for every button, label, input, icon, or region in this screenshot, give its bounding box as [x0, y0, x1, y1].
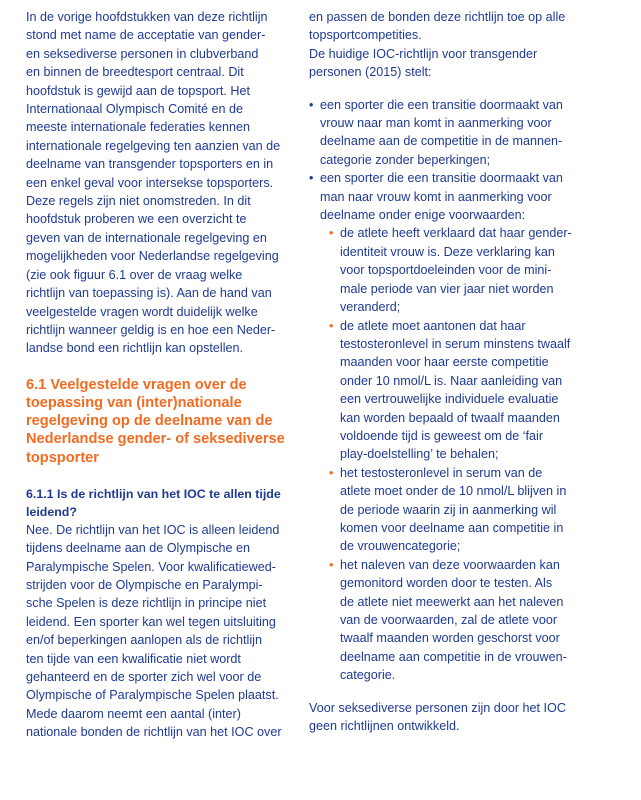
text-line: Mede daarom neemt een aantal (inter)	[26, 706, 241, 721]
sub-bullet-text-line: male periode van vier jaar niet worden	[340, 281, 554, 296]
sub-bullet-text-line: de atlete heeft verklaard dat haar gender-	[340, 226, 572, 241]
bullet-text-line: deelname onder enige voorwaarden:	[320, 208, 526, 223]
sub-bullet-text-line: voor topsportdoeleinden voor de mini-	[340, 263, 552, 278]
text-line: mogelijkheden voor Nederlandse regelgeving	[26, 249, 279, 264]
text-line: personen (2015) stelt:	[309, 65, 432, 80]
text-line: geven van de internationale regelgeving en	[26, 230, 267, 245]
sub-bullet-marker: •	[329, 226, 334, 241]
sub-bullet-text-line: van de voorwaarden, zal de atlete voor	[340, 613, 558, 627]
text-line: nationale bonden de richtlijn van het IOC over	[26, 725, 282, 740]
text-line: meeste internationale federaties kennen	[26, 120, 251, 135]
continuation-paragraph	[309, 8, 585, 82]
text-line: hoofdstuk is gewijd aan de topsport. Het	[26, 83, 251, 98]
bullet-text-line: een sporter die een transitie doormaakt van	[320, 97, 563, 112]
heading-line: Nederlandse gender- of seksediverse	[26, 431, 285, 448]
bullet-text-line: categorie zonder beperkingen;	[320, 152, 491, 167]
text-line: ten tijde van een kwalificatie niet wordt	[26, 651, 241, 666]
text-line: In de vorige hoofdstukken van deze richtlijn	[26, 10, 268, 24]
sub-bullet-text-line: gemonitord worden door te testen. Als	[340, 576, 553, 591]
text-line: Olympische of Paralympische Spelen plaatst.	[26, 688, 279, 703]
bullet-text-line: vrouw naar man komt in aanmerking voor	[320, 116, 552, 131]
text-line: deelname van transgender topsporters en in	[26, 157, 274, 172]
bullet-text-line: deelname aan de competitie in de mannen-	[320, 134, 563, 149]
sub-bullet-item	[320, 556, 585, 685]
heading-line: regelgeving op de deelname van de	[26, 413, 273, 430]
sub-bullet-text-line: play-doelstelling’ te behalen;	[340, 447, 499, 462]
bullet-text-line: een sporter die een transitie doormaakt van	[320, 171, 563, 186]
sub-bullet-text-line: de periode waarin zij in aanmerking wil	[340, 502, 557, 517]
right-column	[309, 8, 585, 735]
sub-bullet-marker: •	[329, 318, 334, 333]
closing-paragraph	[309, 699, 585, 736]
text-line: richtlijn van toepassing is). Aan de hand van	[26, 286, 272, 301]
text-line: geen richtlijnen ontwikkeld.	[309, 719, 460, 734]
bullet-item	[309, 96, 585, 170]
bullet-marker: •	[309, 97, 314, 112]
bullet-item	[309, 169, 585, 684]
left-column	[26, 8, 296, 742]
heading-line: 6.1 Veelgestelde vragen over de	[26, 376, 247, 393]
text-line: sche Spelen is deze richtlijn in principe niet	[26, 596, 267, 611]
sub-bullet-text-line: categorie.	[340, 668, 396, 683]
heading-line: topsporter	[26, 449, 99, 466]
text-line: gehanteerd en de sporter zich wel voor de	[26, 669, 262, 684]
sub-bullet-text-line: identiteit vrouw is. Deze verklaring kan	[340, 244, 555, 259]
text-line: hoofdstuk proberen we een overzicht te	[26, 212, 247, 227]
sub-bullet-text-line: atlete moet onder de 10 nmol/L blijven in	[340, 484, 567, 499]
text-line: stond met name de acceptatie van gender-	[26, 28, 266, 43]
sub-bullet-text-line: de vrouwencategorie;	[340, 539, 461, 554]
sub-bullet-text-line: testosteronlevel in serum minstens twaalf	[340, 336, 571, 351]
text-line: richtlijn wanneer geldig is en hoe een Neder-	[26, 322, 276, 337]
text-line: Paralympische Spelen. Voor kwalificatiewed-	[26, 559, 276, 574]
sub-bullet-text-line: maanden voor haar eerste competitie	[340, 355, 549, 370]
text-line: landse bond een richtlijn kan opstellen.	[26, 341, 244, 356]
heading-line: toepassing van (inter)nationale	[26, 394, 242, 411]
text-line: en/of beperkingen aanlopen als de richtlijn	[26, 633, 262, 648]
sub-bullet-text-line: veranderd;	[340, 300, 401, 315]
subheading-line: 6.1.1 Is de richtlijn van het IOC te allen tijde	[26, 486, 281, 501]
text-line: Internationaal Olympisch Comité en de	[26, 102, 244, 117]
sub-bullet-marker: •	[329, 465, 334, 480]
text-line: en passen de bonden deze richtlijn toe op alle	[309, 10, 566, 24]
sub-bullet-text-line: een vertrouwelijke individuele evaluatie	[340, 392, 559, 407]
sub-bullet-text-line: het naleven van deze voorwaarden kan	[340, 557, 560, 572]
subsection-heading	[26, 485, 296, 521]
text-line: Deze regels zijn niet onomstreden. In dit	[26, 194, 251, 209]
text-line: Nee. De richtlijn van het IOC is alleen leidend	[26, 522, 280, 537]
sub-bullet-text-line: de atlete niet meewerkt aan het naleven	[340, 594, 564, 609]
bullet-marker: •	[309, 171, 314, 186]
text-line: en seksediverse personen in clubverband	[26, 46, 259, 61]
sub-bullet-marker: •	[329, 557, 334, 572]
text-line: een enkel geval voor intersekse topsporters.	[26, 175, 274, 190]
text-line: internationale regelgeving ten aanzien van de	[26, 138, 281, 153]
sub-bullet-item	[320, 224, 585, 316]
sub-bullet-text-line: voldoende tijd is geweest om de ‘fair	[340, 428, 544, 443]
sub-bullet-text-line: het testosteronlevel in serum van de	[340, 465, 543, 480]
text-line: Voor seksediverse personen zijn door het IOC	[309, 700, 566, 715]
text-line: veelgestelde vragen wordt duidelijk welke	[26, 304, 258, 319]
sub-bullet-text-line: kan worden bepaald of twaalf maanden	[340, 410, 560, 425]
text-line: (zie ook figuur 6.1 over de vraag welke	[26, 267, 243, 282]
text-line: en binnen de breedtesport centraal. Dit	[26, 65, 244, 80]
bullet-list	[309, 96, 585, 685]
sub-bullet-text-line: komen voor deelname aan competitie in	[340, 520, 564, 535]
sub-bullet-item	[320, 317, 585, 464]
sub-bullet-text-line: de atlete moet aantonen dat haar	[340, 318, 526, 333]
sub-bullet-item	[320, 464, 585, 556]
text-line: leidend. Een sporter kan wel tegen uitsluiting	[26, 614, 276, 629]
section-heading	[26, 376, 296, 467]
text-line: topsportcompetities.	[309, 28, 422, 43]
sub-bullet-text-line: twaalf maanden worden geschorst voor	[340, 631, 560, 646]
text-line: tijdens deelname aan de Olympische en	[26, 541, 251, 556]
sub-bullet-text-line: deelname aan competitie in de vrouwen-	[340, 649, 567, 664]
subheading-line: leidend?	[26, 504, 77, 519]
sub-bullet-text-line: onder 10 nmol/L is. Naar aanleiding van	[340, 373, 563, 388]
text-line: De huidige IOC-richtlijn voor transgender	[309, 46, 538, 61]
text-line: strijden voor de Olympische en Paralympi-	[26, 577, 263, 592]
intro-paragraph	[26, 8, 296, 358]
answer-paragraph	[26, 521, 296, 742]
bullet-text-line: man naar vrouw komt in aanmerking voor	[320, 189, 552, 204]
